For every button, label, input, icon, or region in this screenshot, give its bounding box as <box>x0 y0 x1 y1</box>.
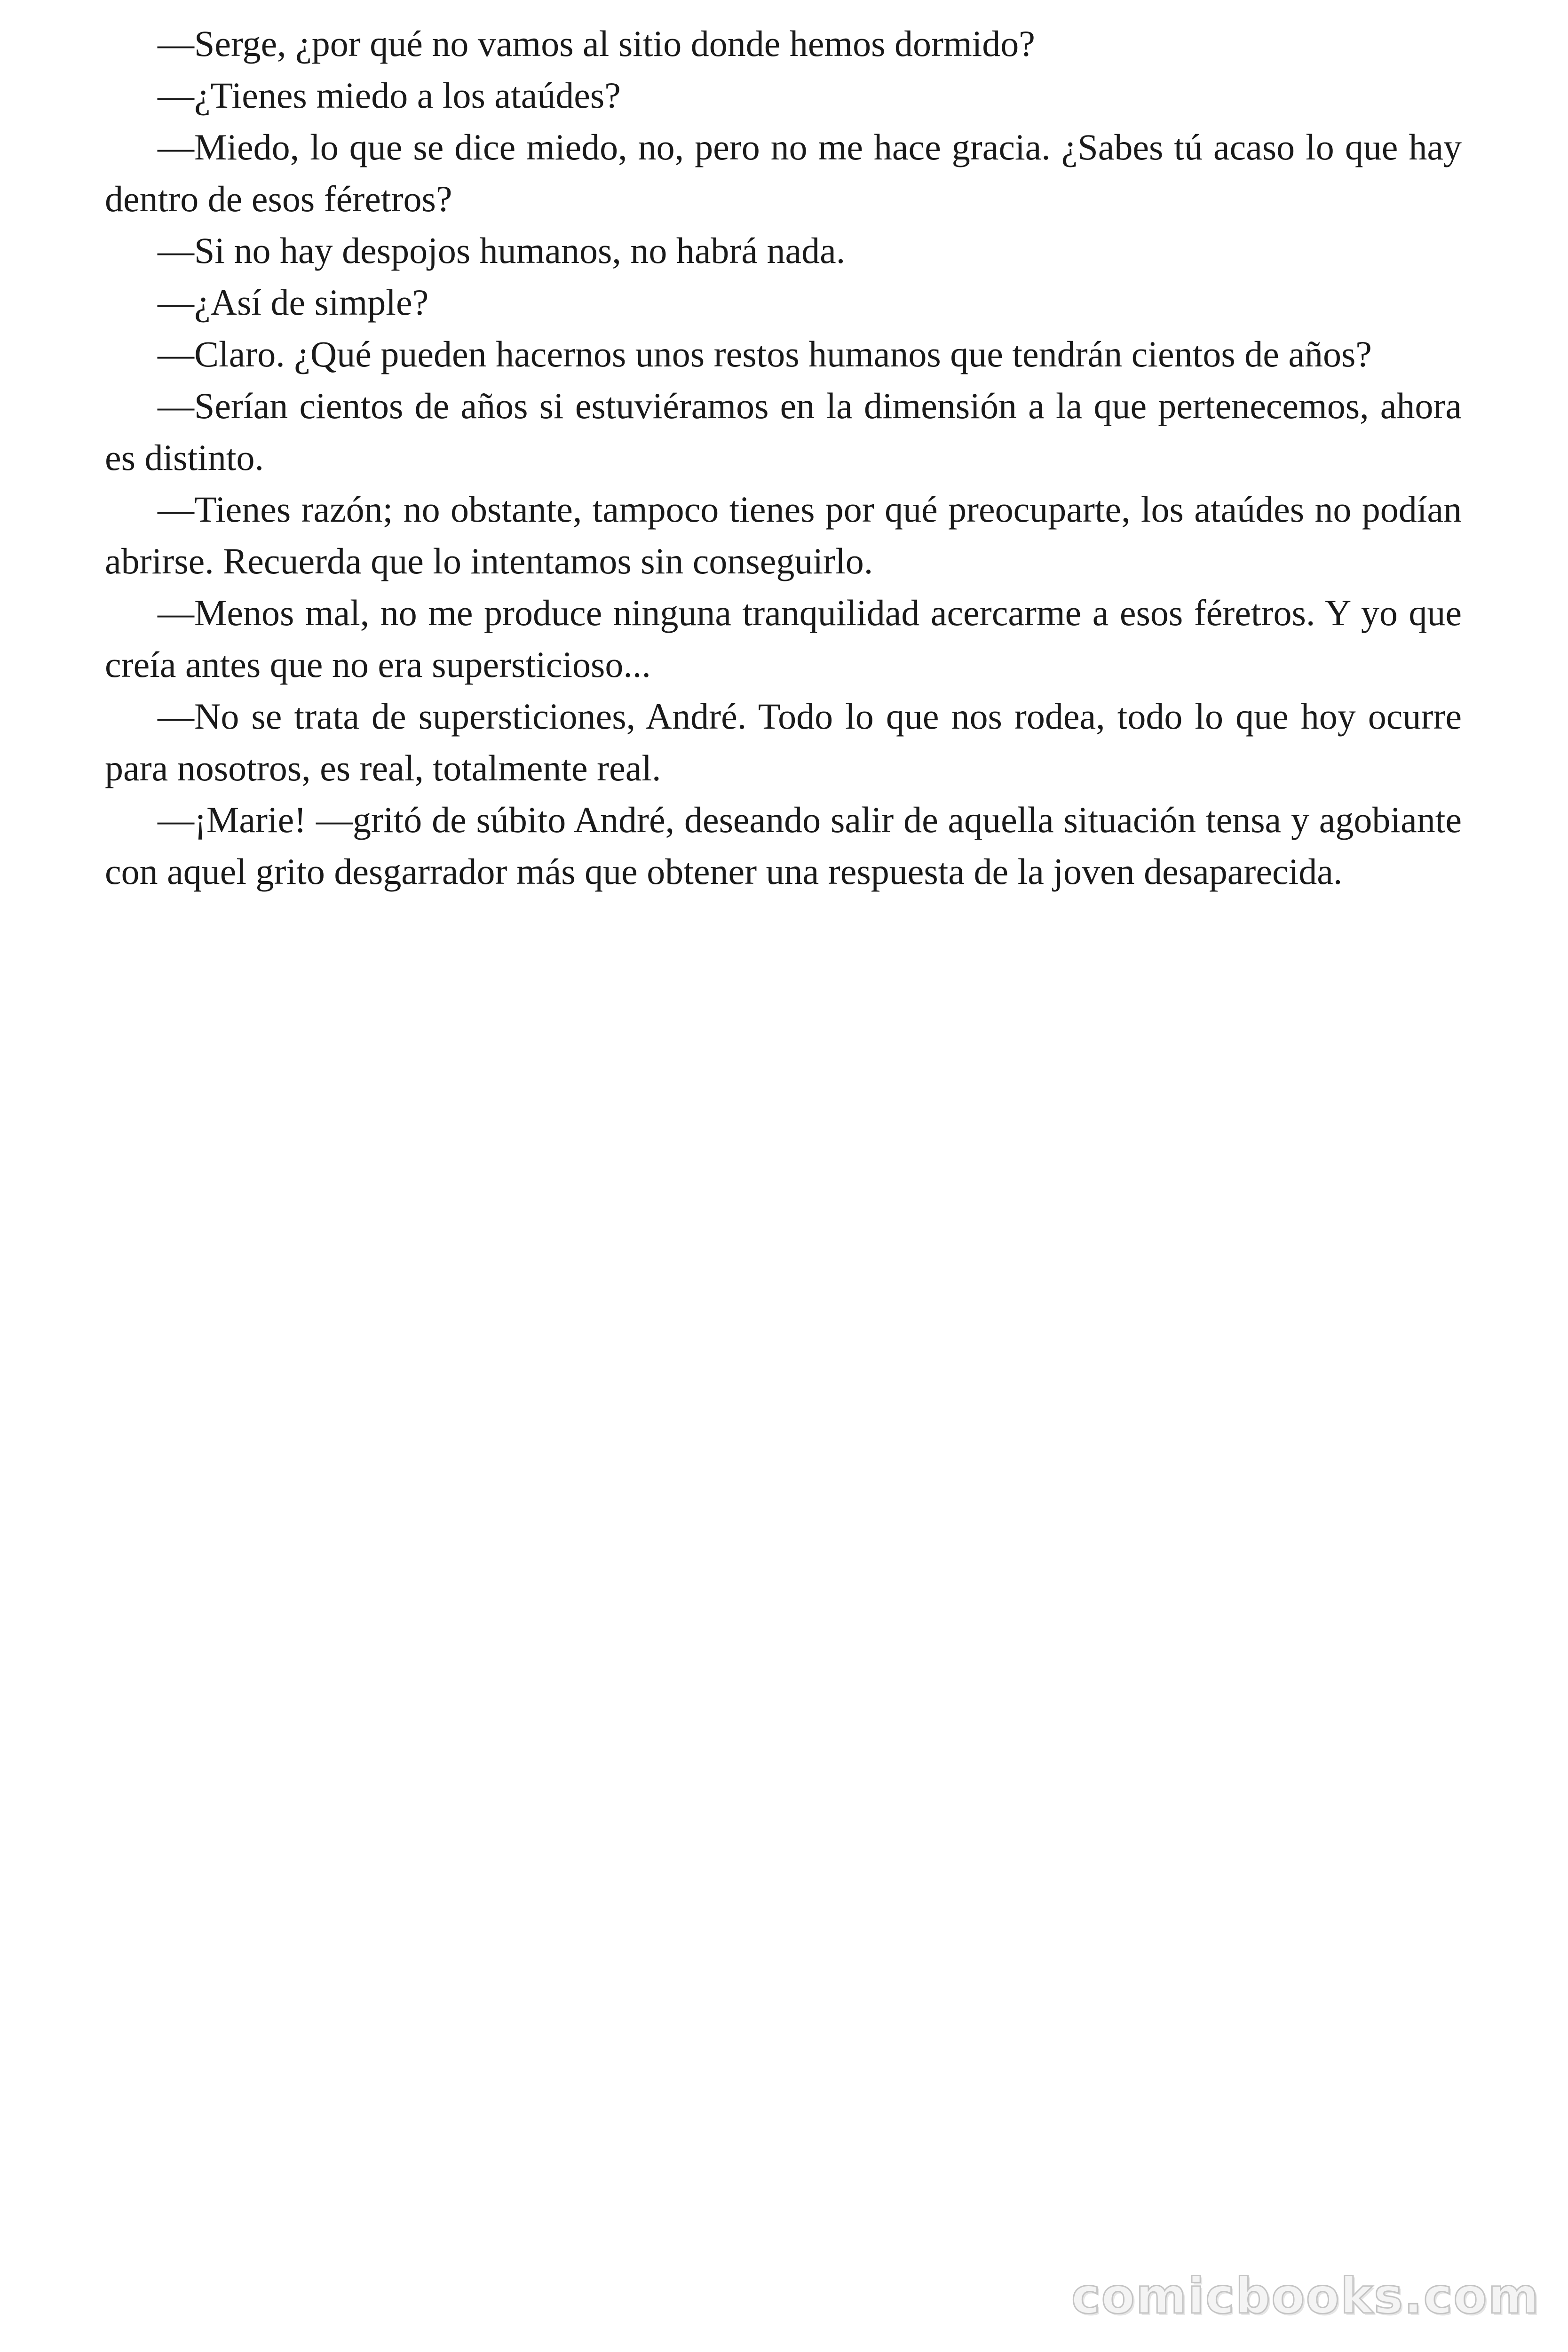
paragraph: —¡Marie! —gritó de súbito André, deseando salir de aquella situación tensa y agobiante con aquel grito desgarrador más que obtener una respuesta de la joven desaparecida. <box>105 799 1462 892</box>
paragraph: —Miedo, lo que se dice miedo, no, pero no me hace gracia. ¿Sabes tú acaso lo que hay dentro de esos féretros? <box>105 127 1462 219</box>
paragraph: —Serge, ¿por qué no vamos al sitio donde hemos dormido? <box>158 23 1035 64</box>
paragraph: —Serían cientos de años si estuviéramos en la dimensión a la que pertenecemos, ahora es distinto. <box>105 385 1462 478</box>
paragraph: —Si no hay despojos humanos, no habrá nada. <box>158 230 846 271</box>
watermark-logo: comicbooks.com <box>1071 2267 1540 2325</box>
body-text <box>105 18 1462 898</box>
paragraph: —¿Así de simple? <box>158 282 429 323</box>
paragraph: —No se trata de supersticiones, André. Todo lo que nos rodea, todo lo que hoy ocurre para nosotros, es real, totalmente real. <box>105 696 1462 788</box>
paragraph: —Tienes razón; no obstante, tampoco tienes por qué preocuparte, los ataúdes no podían abrirse. Recuerda que lo intentamos sin conseguirlo. <box>105 489 1462 581</box>
paragraph: —Menos mal, no me produce ninguna tranquilidad acercarme a esos féretros. Y yo que creía antes que no era supersticioso... <box>105 592 1462 685</box>
paragraph: —¿Tienes miedo a los ataúdes? <box>158 75 621 116</box>
paragraph: —Claro. ¿Qué pueden hacernos unos restos humanos que tendrán cientos de años? <box>158 334 1372 374</box>
